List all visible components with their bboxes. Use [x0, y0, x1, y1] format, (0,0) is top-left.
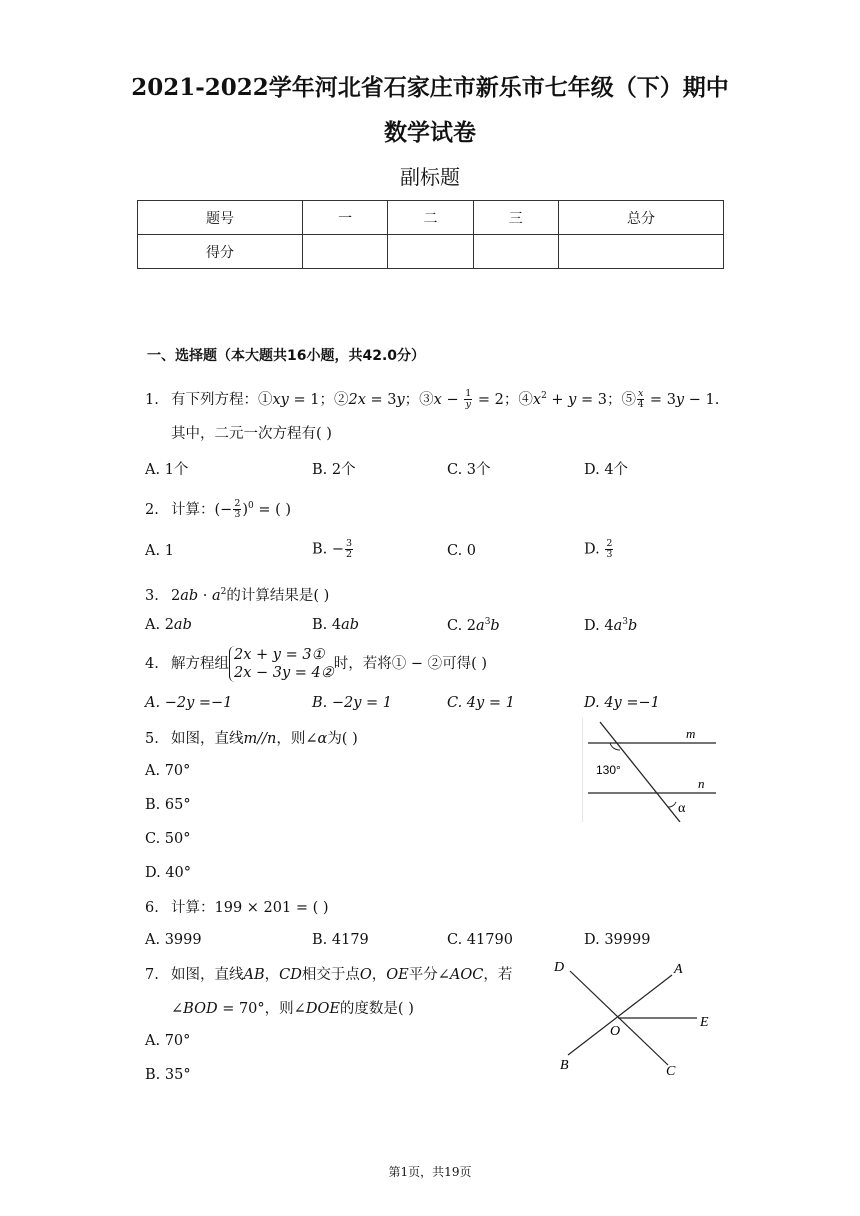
q7-text: 平分∠	[408, 967, 450, 983]
q1-text: −	[441, 391, 464, 408]
label-alpha: α	[678, 801, 686, 816]
option-math: a	[476, 617, 485, 634]
q7-math: AB	[243, 967, 265, 983]
option-b[interactable]: B. 4179	[312, 932, 369, 948]
alpha-arc	[668, 802, 676, 807]
score-table-score-row	[138, 235, 724, 269]
q7-text: 相交于点	[301, 967, 360, 983]
score-table-header-row	[138, 201, 724, 235]
label-c: C	[666, 1064, 676, 1079]
q2-text: 计算：(−	[171, 501, 233, 518]
label-e: E	[700, 1015, 709, 1030]
q7-math: OE	[386, 967, 409, 983]
option-a[interactable]: A. 1个	[145, 462, 189, 478]
q7-text: 的度数是( )	[339, 1001, 414, 1017]
question-number: 6.	[145, 900, 159, 916]
q7-text: = 70°，则∠	[217, 1001, 306, 1017]
denominator: 2	[346, 549, 353, 560]
score-cell	[302, 235, 387, 269]
equation-2: 2x − 3y = 4②	[234, 665, 334, 681]
option-label: B. 4	[312, 617, 342, 633]
q7-text: ∠	[171, 1001, 184, 1017]
question-5	[145, 729, 358, 749]
q7-text: ，	[264, 967, 280, 983]
title-line-1: 2021-2022学年河北省石家庄市新乐市七年级（下）期中	[131, 74, 729, 101]
q3-math: ab	[180, 587, 199, 604]
option-label: C. 2	[447, 617, 477, 634]
q1-text: 有下列方程：①	[171, 391, 273, 408]
q7-math: BOD	[183, 1001, 218, 1017]
question-number: 7.	[145, 967, 159, 983]
q2-text: = ( )	[253, 501, 292, 518]
question-1	[145, 386, 719, 410]
q1-text: = 3；⑤	[576, 391, 636, 408]
question-number: 3.	[145, 587, 159, 604]
option-a[interactable]	[145, 617, 192, 633]
q7-text: 如图，直线	[171, 967, 244, 983]
question-7	[145, 965, 512, 985]
label-m: m	[686, 726, 696, 741]
q1-text: +	[546, 391, 569, 408]
option-a[interactable]: A. 1	[145, 543, 174, 559]
numerator: x	[637, 388, 644, 400]
option-d[interactable]: D. 40°	[145, 865, 192, 881]
score-cell: 一	[302, 201, 387, 235]
q5-text: ，则∠	[276, 731, 318, 747]
q4-text: 解方程组	[171, 656, 229, 672]
score-cell: 二	[388, 201, 473, 235]
option-b[interactable]: B. 65°	[145, 797, 191, 813]
angle-arc	[610, 743, 620, 750]
q7-math: CD	[279, 967, 302, 983]
option-a[interactable]: A. 70°	[145, 1033, 191, 1049]
q1-text: − 1.	[684, 391, 720, 408]
q1-math: xy	[272, 391, 289, 408]
q7-text: ，若	[483, 967, 513, 983]
exponent: 3	[484, 617, 491, 627]
q7-math: DOE	[305, 1001, 340, 1017]
option-a[interactable]: A. 70°	[145, 763, 191, 779]
denominator: 4	[637, 399, 644, 411]
option-d[interactable]: D. 4y =−1	[584, 695, 660, 711]
q1-math: y	[675, 391, 685, 408]
option-b[interactable]: B. 2个	[312, 462, 356, 478]
title-line-2: 数学试卷	[384, 119, 476, 146]
score-cell: 总分	[558, 201, 723, 235]
question-7-line-2	[171, 999, 414, 1019]
option-c[interactable]	[447, 617, 500, 634]
question-number: 2.	[145, 501, 159, 518]
question-2	[145, 496, 291, 520]
label-d: D	[554, 960, 565, 975]
fraction	[233, 499, 241, 520]
section-heading: 一、选择题（本大题共16小题，共42.0分）	[147, 348, 426, 364]
fraction	[464, 389, 472, 410]
option-c[interactable]: C. 3个	[447, 462, 491, 478]
numerator: 1	[465, 388, 472, 400]
option-c[interactable]: C. 50°	[145, 831, 191, 847]
option-c[interactable]: C. 0	[447, 543, 477, 559]
fraction	[345, 539, 353, 560]
line-ba	[568, 975, 672, 1055]
option-math: b	[627, 617, 638, 634]
angle-label: 130°	[596, 763, 621, 777]
q3-text: 的计算结果是( )	[226, 587, 330, 604]
option-math: a	[613, 617, 623, 634]
option-a[interactable]: A. −2y =−1	[145, 695, 233, 711]
score-cell: 得分	[138, 235, 303, 269]
q1-text: = 3	[645, 391, 676, 408]
score-cell	[473, 235, 558, 269]
q5-text: 如图，直线	[171, 731, 244, 747]
option-b[interactable]	[312, 539, 354, 560]
score-cell	[388, 235, 473, 269]
option-math: b	[490, 617, 500, 634]
option-d[interactable]	[584, 617, 637, 634]
q7-math: AOC	[449, 967, 484, 983]
q1-math: x	[532, 391, 542, 408]
label-a: A	[674, 962, 683, 977]
option-label: D. 4	[584, 617, 614, 634]
q2-text: )	[242, 501, 249, 518]
score-table	[137, 200, 724, 269]
question-1-line-2: 其中，二元一次方程有( )	[171, 426, 332, 442]
q1-math: x	[433, 391, 442, 408]
option-label: B. −	[312, 541, 345, 558]
fraction	[605, 539, 613, 560]
score-cell: 三	[473, 201, 558, 235]
label-o: O	[610, 1024, 621, 1039]
score-cell	[558, 235, 723, 269]
option-d[interactable]	[584, 539, 614, 560]
label-b: B	[560, 1058, 569, 1073]
subtitle: 副标题	[400, 165, 460, 189]
question-number: 4.	[145, 656, 159, 672]
q3-math: a	[212, 587, 221, 604]
q1-text: = 1；②	[288, 391, 349, 408]
q7-text: ，	[371, 967, 387, 983]
q5-math: α	[317, 731, 328, 747]
question-4	[145, 646, 487, 682]
exponent: 2	[541, 391, 547, 401]
question-6	[145, 898, 329, 918]
option-d[interactable]: D. 39999	[584, 932, 651, 948]
q1-text: = 2；④	[473, 391, 533, 408]
label-n: n	[698, 776, 705, 791]
exponent: 3	[622, 617, 628, 627]
option-c[interactable]: C. 4y = 1	[447, 695, 515, 711]
q7-math: O	[359, 967, 372, 983]
fraction	[637, 389, 644, 410]
denominator: y	[465, 399, 471, 411]
question-number: 1.	[145, 391, 159, 408]
q1-text: = 3	[365, 391, 397, 408]
question-3	[145, 582, 329, 606]
option-b[interactable]	[312, 617, 359, 633]
question-number: 5.	[145, 731, 159, 747]
numerator: 2	[234, 498, 241, 510]
q1-math: 2x	[348, 391, 366, 408]
exponent: 2	[220, 587, 227, 597]
q5-math: m//n	[243, 731, 277, 747]
q1-math: y	[396, 391, 405, 408]
q5-text: 为( )	[327, 731, 358, 747]
option-c[interactable]: C. 41790	[447, 932, 513, 948]
q3-text: ·	[198, 587, 212, 604]
q3-text: 2	[171, 587, 181, 604]
option-label: A. 2	[145, 617, 174, 633]
option-label: D.	[584, 541, 605, 558]
option-b[interactable]: B. −2y = 1	[312, 695, 393, 711]
equation-system	[229, 646, 334, 682]
q4-text: 时，若将① − ②可得( )	[333, 656, 488, 672]
q6-text: 计算：199 × 201 = ( )	[171, 900, 329, 916]
intersecting-lines-figure	[550, 955, 720, 1085]
exponent: 0	[248, 501, 254, 511]
option-a[interactable]: A. 3999	[145, 932, 202, 948]
q1-text: ；③	[404, 391, 434, 408]
score-cell: 题号	[138, 201, 303, 235]
denominator: 3	[234, 509, 241, 521]
q1-math: y	[568, 391, 577, 408]
numerator: 2	[606, 538, 613, 549]
option-d[interactable]: D. 4个	[584, 462, 629, 478]
option-b[interactable]: B. 35°	[145, 1067, 191, 1083]
parallel-lines-figure	[582, 718, 718, 822]
option-math: ab	[341, 617, 360, 633]
numerator: 3	[346, 538, 353, 549]
option-math: ab	[173, 617, 192, 633]
page-footer: 第1页，共19页	[388, 1165, 472, 1179]
denominator: 3	[606, 549, 613, 560]
equation-1: 2x + y = 3①	[234, 647, 325, 663]
